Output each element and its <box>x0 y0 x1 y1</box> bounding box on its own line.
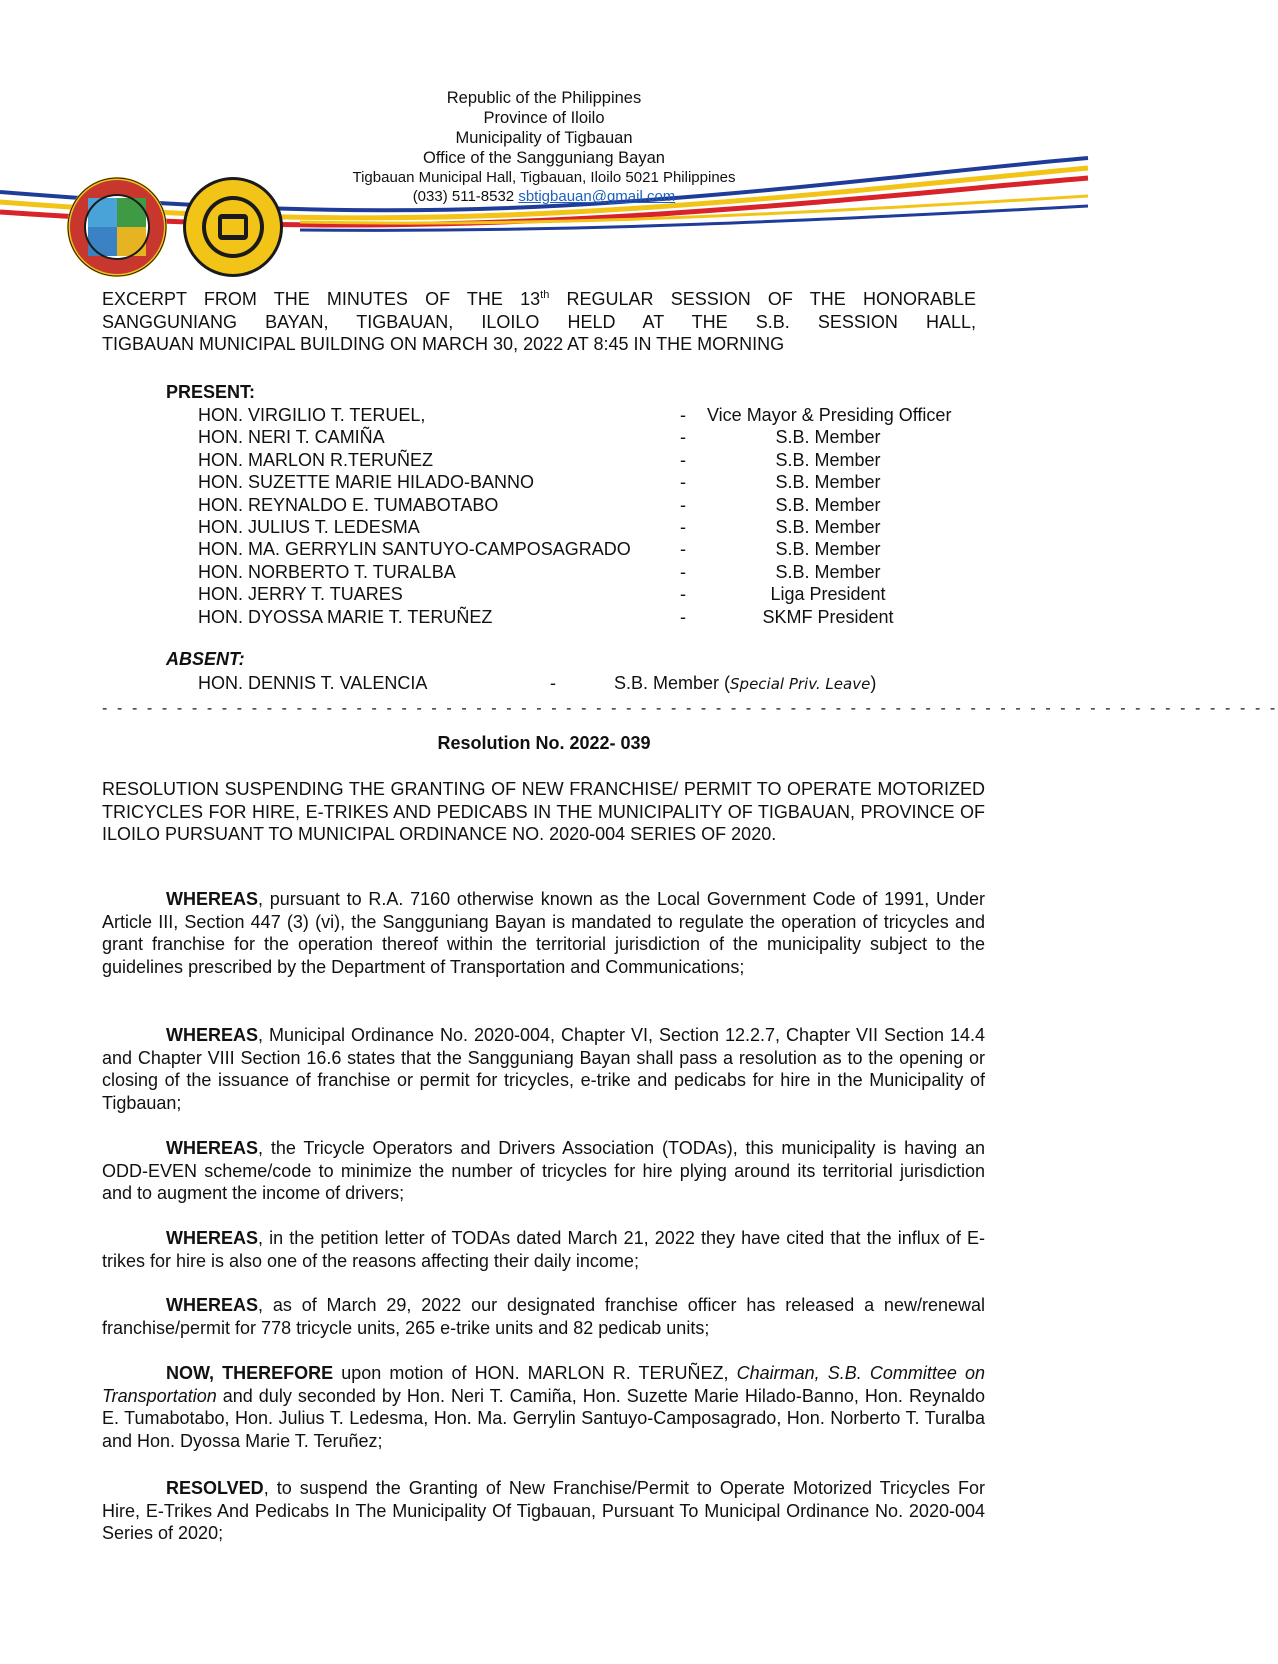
whereas-lead: WHEREAS <box>166 889 259 909</box>
present-member-name: HON. MA. GERRYLIN SANTUYO-CAMPOSAGRADO <box>198 539 631 560</box>
present-member-dash: - <box>680 584 686 605</box>
present-member-name: HON. NERI T. CAMIÑA <box>198 427 385 448</box>
present-member-dash: - <box>680 561 686 582</box>
letterhead <box>300 88 788 206</box>
now-therefore-paragraph <box>102 1362 985 1452</box>
whereas-paragraph-4 <box>102 1227 985 1272</box>
whereas-paragraph-1 <box>102 888 985 978</box>
present-member-name: HON. NORBERTO T. TURALBA <box>198 561 456 582</box>
now-therefore-text-1: upon motion of HON. MARLON R. TERUÑEZ, <box>333 1363 737 1383</box>
whereas-lead: WHEREAS <box>166 1025 259 1045</box>
present-member-role: S.B. Member <box>775 449 881 470</box>
whereas-text: , in the petition letter of TODAs dated March 21, 2022 they have cited that the influx of E-trikes for hire is also one of the reasons affecting their daily income; <box>102 1228 985 1271</box>
whereas-paragraph-3 <box>102 1137 985 1205</box>
present-member-name: HON. SUZETTE MARIE HILADO-BANNO <box>198 472 535 493</box>
present-member-dash: - <box>680 472 686 493</box>
whereas-paragraph-5 <box>102 1294 985 1339</box>
absent-role-text: S.B. Member ( <box>614 673 731 693</box>
present-member-role: S.B. Member <box>775 517 881 537</box>
whereas-text: , as of March 29, 2022 our designated franchise officer has released a new/renewal franchise/permit for 778 tricycle units, 265 e-trike units and 82 pedicab units; <box>102 1295 985 1338</box>
minutes-excerpt-heading <box>102 288 976 356</box>
present-member-name: HON. MARLON R.TERUÑEZ <box>198 449 434 470</box>
now-therefore-lead: NOW, THEREFORE <box>166 1363 334 1383</box>
header-republic: Republic of the Philippines <box>446 89 642 107</box>
whereas-lead: WHEREAS <box>166 1228 259 1248</box>
absent-label: ABSENT: <box>166 649 245 669</box>
header-municipality: Municipality of Tigbauan <box>455 129 633 147</box>
excerpt-line-1-b: REGULAR SESSION OF THE HONORABLE <box>566 289 976 309</box>
header-address: Tigbauan Municipal Hall, Tigbauan, Iloilo 5021 Philippines <box>352 169 736 186</box>
absent-role-close: ) <box>870 673 877 693</box>
excerpt-line-3: TIGBAUAN MUNICIPAL BUILDING ON MARCH 30, 2022 AT 8:45 IN THE MORNING <box>102 334 785 354</box>
resolved-text: , to suspend the Granting of New Franchise/Permit to Operate Motorized Tricycles For Hire, E-Trikes And Pedicabs In The Municipality Of Tigbauan, Pursuant To Municipal Ordinance No. 2020-004 Series of 2020; <box>102 1478 985 1543</box>
resolved-paragraph <box>102 1477 985 1545</box>
whereas-paragraph-2 <box>102 1024 985 1114</box>
present-member-name: HON. JULIUS T. LEDESMA <box>198 517 420 537</box>
header-province: Province of Iloilo <box>483 109 605 127</box>
absent-leave-note: Special Priv. Leave <box>730 675 871 693</box>
excerpt-line-1 <box>102 288 976 311</box>
present-member-role: S.B. Member <box>775 561 881 582</box>
municipality-seal-logo <box>66 176 168 278</box>
present-member-role: S.B. Member <box>775 494 881 515</box>
absent-dash: - <box>550 673 556 693</box>
whereas-lead: WHEREAS <box>166 1138 259 1158</box>
now-therefore-text-2: and duly seconded by Hon. Neri T. Camiña, Hon. Suzette Marie Hilado-Banno, Hon. Reynaldo E. Tumabotabo, Hon. Julius T. Ledesma, Hon. Ma. Gerrylin Santuyo-Camposagrado, Hon. Norberto T. Turalba and Hon. Dyossa Marie T. Teruñez; <box>102 1385 985 1451</box>
header-contact <box>300 187 788 206</box>
absent-name: HON. DENNIS T. VALENCIA <box>198 673 428 693</box>
present-member-name: HON. DYOSSA MARIE T. TERUÑEZ <box>198 606 493 627</box>
present-member-dash: - <box>680 494 686 515</box>
present-member-dash: - <box>680 449 686 470</box>
header-email-link[interactable]: sbtigbauan@gmail.com <box>518 188 676 205</box>
present-member-role: Liga President <box>770 584 886 605</box>
present-member-role: Vice Mayor & Presiding Officer <box>707 405 952 425</box>
present-member-role: S.B. Member <box>775 472 881 493</box>
present-member-dash: - <box>680 517 686 537</box>
whereas-lead: WHEREAS <box>166 1295 259 1315</box>
whereas-text: , pursuant to R.A. 7160 otherwise known as the Local Government Code of 1991, Under Article III, Section 447 (3) (vi), the Sangguniang Bayan is mandated to regulate the operation of tricycles and grant franchise for the operation thereof within the territorial jurisdiction of the municipality subject to the guidelines prescribed by the Department of Transportation and Communications; <box>102 889 985 977</box>
present-label: PRESENT: <box>166 382 256 402</box>
header-phone: (033) 511-8532 <box>412 188 515 205</box>
absent-role <box>614 672 876 695</box>
present-member-dash: - <box>680 539 686 560</box>
separator-line: - - - - - - - - - - - - - - - - - - - - - - - - - - - - - - - - - - - - - - - - - - - - - - - - - - - - - - - - - - - - - - - - - - - - - - - - - - - - - - - <box>102 700 1278 717</box>
resolved-lead: RESOLVED <box>166 1478 264 1498</box>
header-office: Office of the Sangguniang Bayan <box>423 149 665 167</box>
whereas-text: , the Tricycle Operators and Drivers Association (TODAs), this municipality is having an ODD-EVEN scheme/code to minimize the number of tricycles for hire plying around its territorial jurisdiction and to augment the income of drivers; <box>102 1138 985 1203</box>
excerpt-line-1-a: EXCERPT FROM THE MINUTES OF THE 13 <box>102 289 541 309</box>
present-member-dash: - <box>680 427 686 448</box>
present-member-dash: - <box>680 405 686 425</box>
present-member-name: HON. VIRGILIO T. TERUEL, <box>198 405 426 425</box>
present-member-role: SKMF President <box>762 606 894 627</box>
sangguniang-bayan-seal-logo <box>182 176 284 278</box>
present-member-role: S.B. Member <box>775 539 881 560</box>
present-member-name: HON. JERRY T. TUARES <box>198 584 403 605</box>
whereas-text: , Municipal Ordinance No. 2020-004, Chapter VI, Section 12.2.7, Chapter VII Section 14.4 and Chapter VIII Section 16.6 states that the Sangguniang Bayan shall pass a resolution as to the opening or closing of the issuance of franchise or permit for tricycles, e-trike and pedicabs for hire in the Municipality of Tigbauan; <box>102 1025 985 1113</box>
committee-chairman-title: Chairman, S.B. Committee on Transportation <box>102 1363 985 1406</box>
resolution-title: RESOLUTION SUSPENDING THE GRANTING OF NEW FRANCHISE/ PERMIT TO OPERATE MOTORIZED TRICYCLES FOR HIRE, E-TRIKES AND PEDICABS IN THE MUNICIPALITY OF TIGBAUAN, PROVINCE OF ILOILO PURSUANT TO MUNICIPAL ORDINANCE NO. 2020-004 SERIES OF 2020. <box>102 779 985 844</box>
present-member-role: S.B. Member <box>775 427 881 448</box>
excerpt-line-2: SANGGUNIANG BAYAN, TIGBAUAN, ILOILO HELD AT THE S.B. SESSION HALL, <box>102 311 976 332</box>
excerpt-ordinal: th <box>540 289 550 301</box>
present-member-dash: - <box>680 606 686 627</box>
present-member-name: HON. REYNALDO E. TUMABOTABO <box>198 494 499 515</box>
resolution-number: Resolution No. 2022- 039 <box>437 733 651 753</box>
